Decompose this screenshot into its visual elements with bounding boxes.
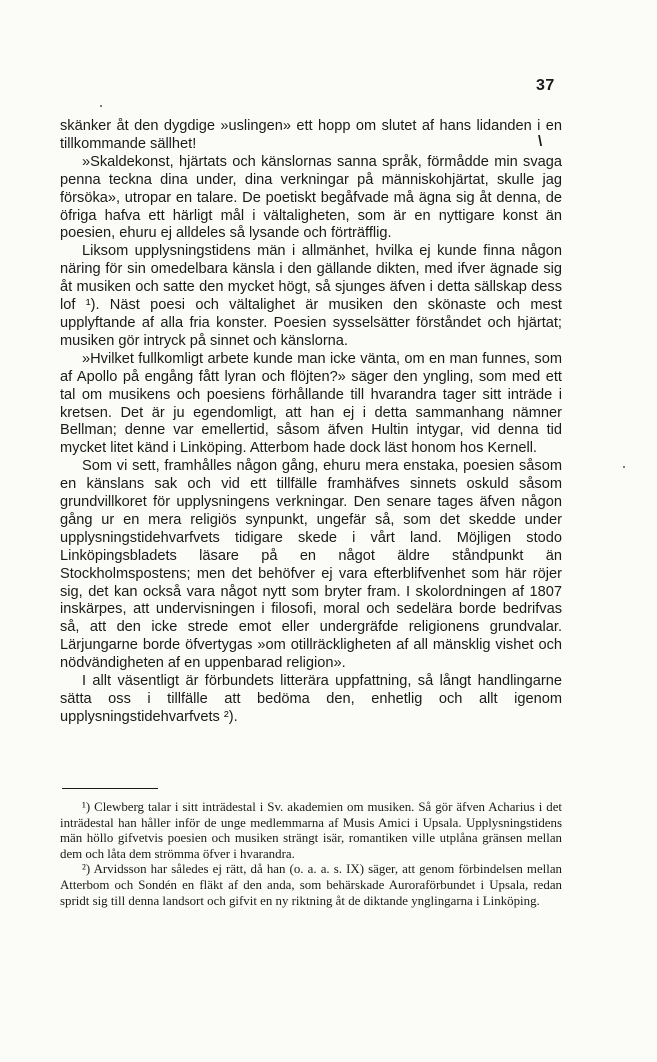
main-text	[60, 118, 562, 727]
paragraph: I allt väsentligt är förbundets litterära uppfattning, så långt handlingarne sätta oss i tillfälle att bedöma den, enhetlig och allt igenom upplysningstidehvarfvets ²).	[60, 673, 562, 725]
margin-mark: \	[538, 133, 543, 150]
footnote-divider	[62, 788, 158, 789]
footnotes	[60, 800, 562, 909]
footnote: ¹) Clewberg talar i sitt inträdestal i Sv. akademien om musiken. Så gör äfven Acharius i det inträdestal han håller inför de unge medlemmarna af Musis Amici i Upsala. Upplysningstidens män höllo gifvetvis poesien och musiken strängt isär, romantiken ville utplåna gränsen mellan dem och låta dem strömma öfver i hvarandra.	[60, 800, 562, 861]
paragraph: Som vi sett, framhålles någon gång, ehuru mera enstaka, poesien såsom en känslans sak och vid ett tillfälle framhäfves sinnets oskuld såsom grundvillkoret för upplysningens verkningar. Den senare tages äfven någon gång ur en mera religiös synpunkt, ungefär så, som det skedde under upplysningstidehvarfvets tidigare skede i vårt land. Möjligen stodo Linköpingsbladets läsare på en något äldre ståndpunkt än Stockholmspostens; men det behöfver ej vara efterblifvenhet som här röjer sig, det kan också vara något nytt som bryter fram. I skolordningen af 1807 inskärpes, att undervisningen i filosofi, moral och sedelära borde bedrifvas så, att den icke strede emot eller undergräfde religionens grundvalar. Lärjungarne borde öfvertygas »om otillräckligheten af all mänsklig vishet och nödvändigheten af en uppenbarad religion».	[60, 458, 562, 672]
page-number: 37	[536, 77, 555, 94]
paragraph: Liksom upplysningstidens män i allmänhet, hvilka ej kunde finna någon näring för sin omedelbara känsla i den gällande dikten, med ifver ägnade sig åt musiken och satte den mycket högt, så sjunges äfven i detta sällskap dess lof ¹). Näst poesi och vältalighet är musiken den skönaste och mest upplyftande af alla fria konster. Poesien sysselsätter förståndet och hjärtat; musiken gör intryck på sinnet och känslorna.	[60, 243, 562, 349]
paragraph: »Skaldekonst, hjärtats och känslornas sanna språk, förmådde min svaga penna teckna dina under, dina verkningar på människohjärtat, skulle jag försöka», utropar en talare. De poetiskt begåfvade må ägna sig åt denna, de öfriga hafva ett härligt mål i vältaligheten, som är en nyttigare konst än poesien, ehuru ej alldeles så lysande och förträfflig.	[60, 153, 562, 242]
print-speck	[100, 105, 102, 107]
paragraph: »Hvilket fullkomligt arbete kunde man icke vänta, om en man funnes, som af Apollo på engång fått lyran och flöjten?» säger den yngling, som med ett tal om musikens och poesiens förhållande till hvarandra tager sitt inträde i kretsen. Det är ju egendomligt, att han ej i detta sammanhang nämner Bellman; denne var emellertid, såsom äfven Hultin intygar, vid denna tid mycket litet känd i Linköping. Atterbom hade dock läst honom hos Kernell.	[60, 350, 562, 457]
footnote: ²) Arvidsson har således ej rätt, då han (o. a. a. s. IX) säger, att genom förbindelsen mellan Atterbom och Sondén en fläkt af den anda, som behärskade Aurorаförbundet i Upsala, redan spridt sig till denna landsort och gifvit en ny riktning åt de diktande ynglingarna i Linköping.	[60, 862, 562, 908]
paragraph: skänker åt den dygdige »uslingen» ett hopp om slutet af hans lidanden i en tillkommande sällhet!	[60, 118, 562, 152]
print-speck	[623, 466, 625, 468]
